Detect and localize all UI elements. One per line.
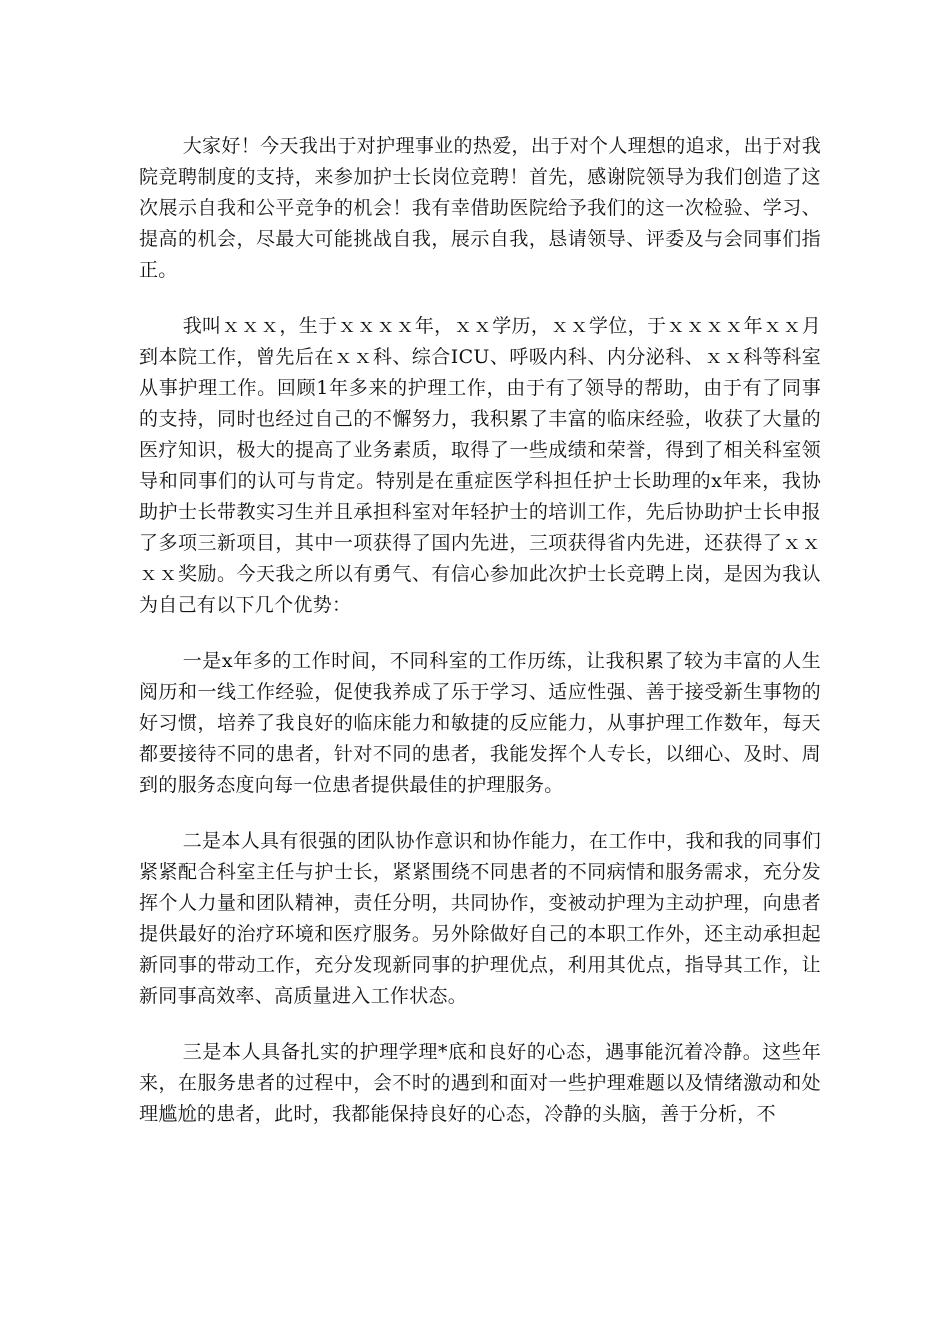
document-body	[139, 131, 821, 1130]
paragraph-greeting: 大家好！今天我出于对护理事业的热爱，出于对个人理想的追求，出于对我院竞聘制度的支持，来参加护士长岗位竞聘！首先，感谢院领导为我们创造了这次展示自我和公平竞争的机会！我有幸借助医院给予我们的这一次检验、学习、提高的机会，尽最大可能挑战自我，展示自我，恳请领导、评委及与会同事们指正。	[139, 135, 821, 281]
paragraph-advantage-three: 三是本人具备扎实的护理学理*底和良好的心态，遇事能沉着冷静。这些年来，在服务患者的过程中，会不时的遇到和面对一些护理难题以及情绪激动和处理尴尬的患者，此时，我都能保持良好的心态，冷静的头脑，善于分析，不	[139, 1041, 821, 1125]
paragraph-advantage-two: 二是本人具有很强的团队协作意识和协作能力，在工作中，我和我的同事们紧紧配合科室主任与护士长，紧紧围绕不同患者的不同病情和服务需求，充分发挥个人力量和团队精神，责任分明，共同协作，变被动护理为主动护理，向患者提供最好的治疗环境和医疗服务。另外除做好自己的本职工作外，还主动承担起新同事的带动工作，充分发现新同事的护理优点，利用其优点，指导其工作，让新同事高效率、高质量进入工作状态。	[139, 830, 821, 1007]
paragraph-advantage-one: 一是x年多的工作时间，不同科室的工作历练，让我积累了较为丰富的人生阅历和一线工作经验，促使我养成了乐于学习、适应性强、善于接受新生事物的好习惯，培养了我良好的临床能力和敏捷的反应能力，从事护理工作数年，每天都要接待不同的患者，针对不同的患者，我能发挥个人专长，以细心、及时、周到的服务态度向每一位患者提供最佳的护理服务。	[139, 650, 821, 796]
paragraph-introduction: 我叫ｘｘｘ，生于ｘｘｘｘ年，ｘｘ学历，ｘｘ学位，于ｘｘｘｘ年ｘｘ月到本院工作，曾先后在ｘｘ科、综合ICU、呼吸内科、内分泌科、ｘｘ科等科室从事护理工作。回顾1年多来的护理工作，由于有了领导的帮助，由于有了同事的支持，同时也经过自己的不懈努力，我积累了丰富的临床经验，收获了大量的医疗知识，极大的提高了业务素质，取得了一些成绩和荣誉，得到了相关科室领导和同事们的认可与肯定。特别是在重症医学科担任护士长助理的x年来，我协助护士长带教实习生并且承担科室对年轻护士的培训工作，先后协助护士长申报了多项三新项目，其中一项获得了国内先进，三项获得省内先进，还获得了ｘｘｘｘ奖励。今天我之所以有勇气、有信心参加此次护士长竞聘上岗，是因为我认为自己有以下几个优势：	[139, 315, 821, 616]
